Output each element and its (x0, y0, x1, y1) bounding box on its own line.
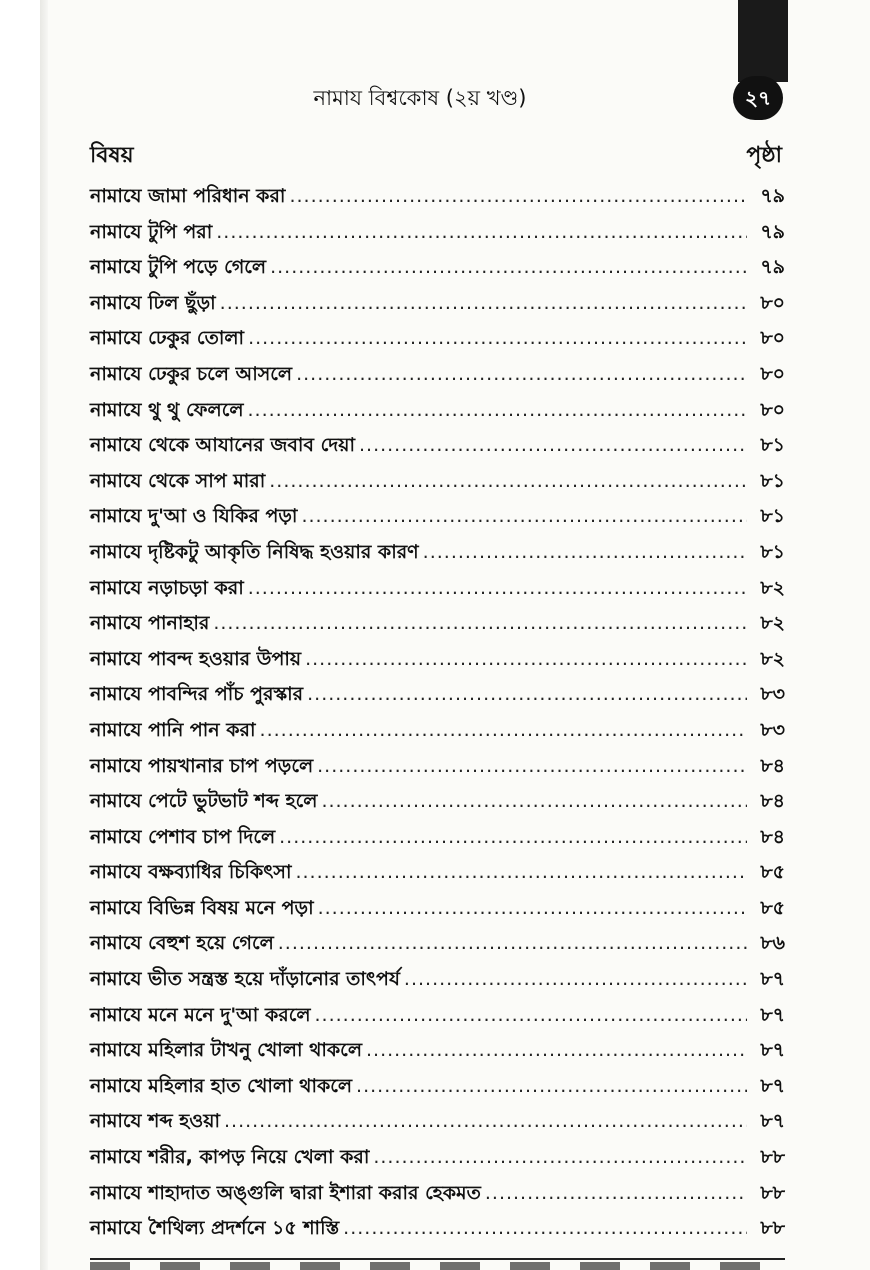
toc-entry (90, 286, 785, 322)
toc-entry-page: ৮০ (760, 327, 785, 350)
dot-leader (301, 499, 747, 535)
dot-leader (373, 1140, 747, 1176)
dot-leader (315, 998, 748, 1034)
dot-leader (305, 642, 747, 678)
toc-entry (90, 1069, 785, 1105)
toc-entry (90, 464, 785, 500)
toc-entry-title: নামাযে পাবন্দির পাঁচ পুরস্কার (90, 683, 304, 706)
toc-entry-page: ৮০ (760, 362, 785, 385)
toc-entry (90, 998, 785, 1034)
toc-entry-page: ৮২ (760, 647, 785, 670)
toc-entry-title: নামাযে শাহাদাত অঙ্গুলি দ্বারা ইশারা করার হেকমত (90, 1181, 481, 1204)
toc-entry-title: নামাযে থু থু ফেললে (90, 398, 244, 421)
dot-leader (279, 820, 747, 856)
toc-entry-page: ৮৮ (760, 1146, 785, 1169)
page-number-badge: ২৭ (733, 76, 783, 120)
toc-entry (90, 962, 785, 998)
toc-entry-title: নামাযে পানাহার (90, 612, 210, 635)
dot-leader (248, 321, 747, 357)
toc-entry (90, 926, 785, 962)
toc-entry-title: নামাযে নড়াচড়া করা (90, 576, 244, 599)
dot-leader (296, 357, 747, 393)
dot-leader (404, 962, 747, 998)
toc-entry-page: ৮৭ (760, 1110, 785, 1133)
footer-rule (90, 1258, 785, 1260)
toc-entry-page: ৮১ (760, 540, 785, 563)
toc-entry (90, 1176, 785, 1212)
next-page-bleed (90, 1262, 785, 1270)
toc-entry-title: নামাযে বক্ষব্যাধির চিকিৎসা (90, 861, 292, 884)
dot-leader (307, 677, 747, 713)
toc-entry-title: নামাযে মনে মনে দু'আ করলে (90, 1003, 311, 1026)
toc-entry (90, 357, 785, 393)
toc-entry-title: নামাযে জামা পরিধান করা (90, 185, 286, 207)
toc-entry (90, 428, 785, 464)
toc-entry (90, 179, 785, 215)
dot-leader (318, 891, 747, 927)
toc-entry-page: ৮৭ (760, 968, 785, 991)
toc-entry (90, 891, 785, 927)
toc-entry-title: নামাযে বেহুশ হয়ে গেলে (90, 932, 274, 955)
dot-leader (270, 250, 747, 286)
toc-entry-page: ৮৫ (760, 896, 785, 919)
toc-entry (90, 535, 785, 571)
toc-entry (90, 1140, 785, 1176)
toc-entry (90, 749, 785, 785)
toc-entry-page: ৭৯ (760, 185, 785, 207)
dot-leader (289, 179, 747, 215)
toc-entry (90, 642, 785, 678)
dot-leader (321, 784, 747, 820)
toc-entry-title: নামাযে ভীত সন্ত্রস্ত হয়ে দাঁড়ানোর তাৎপর্য (90, 968, 400, 991)
dot-leader (366, 1033, 747, 1069)
toc-entry-page: ৭৯ (760, 256, 785, 279)
dot-leader (248, 571, 747, 607)
toc-entry-page: ৮৬ (760, 932, 785, 955)
toc-entry (90, 677, 785, 713)
toc-entry-page: ৮৭ (760, 1074, 785, 1097)
dot-leader (317, 749, 747, 785)
toc-entry-page: ৮০ (760, 291, 785, 314)
toc-entry-page: ৮৮ (760, 1181, 785, 1204)
toc-entry-title: নামাযে দু'আ ও যিকির পড়া (90, 505, 298, 528)
dot-leader (278, 926, 747, 962)
toc-entry-title: নামাযে ঢেকুর চলে আসলে (90, 362, 293, 385)
toc-entry-page: ৮৫ (760, 861, 785, 884)
toc-entry-page: ৮৪ (760, 825, 785, 848)
toc-entry-title: নামাযে থেকে আযানের জবাব দেয়া (90, 434, 355, 457)
toc-entry-page: ৮২ (760, 576, 785, 599)
toc-entry-page: ৮২ (760, 612, 785, 635)
toc-entry (90, 820, 785, 856)
toc-entry-page: ৮৪ (760, 790, 785, 813)
toc-entry (90, 606, 785, 642)
dot-leader (216, 215, 747, 251)
thumb-index-tab (738, 0, 788, 82)
toc-entry-title: নামাযে পায়খানার চাপ পড়লে (90, 754, 314, 777)
toc-entry-page: ৮৪ (760, 754, 785, 777)
toc-entry-page: ৮১ (760, 469, 785, 492)
toc-entry-title: নামাযে শব্দ হওয়া (90, 1110, 220, 1133)
dot-leader (423, 535, 747, 571)
toc-entry-title: নামাযে ঢিল ছুঁড়া (90, 291, 216, 314)
toc-entry-title: নামাযে পেটে ভুটভাট শব্দ হলে (90, 790, 318, 813)
toc-entry-page: ৮৮ (760, 1217, 785, 1240)
toc-entry (90, 393, 785, 429)
toc-entry (90, 571, 785, 607)
dot-leader (224, 1104, 747, 1140)
dot-leader (260, 713, 747, 749)
toc-entry (90, 713, 785, 749)
toc-entry-title: নামাযে মহিলার হাত খোলা থাকলে (90, 1074, 353, 1097)
toc-entry (90, 1104, 785, 1140)
toc-entry-title: নামাযে ঢেকুর তোলা (90, 327, 245, 350)
toc-entry-page: ৮১ (760, 505, 785, 528)
toc-entry (90, 1033, 785, 1069)
toc-entry-page: ৮৭ (760, 1039, 785, 1062)
toc-entry-title: নামাযে পেশাব চাপ দিলে (90, 825, 276, 848)
dot-leader (269, 464, 747, 500)
toc-entry-title: নামাযে পানি পান করা (90, 718, 256, 741)
dot-leader (213, 606, 747, 642)
toc-entry (90, 499, 785, 535)
toc-entry (90, 250, 785, 286)
dot-leader (248, 393, 748, 429)
toc-entry-title: নামাযে শরীর, কাপড় নিয়ে খেলা করা (90, 1146, 370, 1169)
toc-entry (90, 1211, 785, 1247)
toc-entry-title: নামাযে মহিলার টাখনু খোলা থাকলে (90, 1039, 362, 1062)
toc-entry-title: নামাযে থেকে সাপ মারা (90, 469, 266, 492)
table-of-contents (90, 179, 785, 1247)
toc-entry-page: ৮৭ (760, 1003, 785, 1026)
dot-leader (359, 428, 747, 464)
toc-entry-page: ৮০ (760, 398, 785, 421)
toc-entry-page: ৮১ (760, 434, 785, 457)
toc-entry (90, 784, 785, 820)
toc-entry (90, 855, 785, 891)
toc-entry-title: নামাযে দৃষ্টিকটু আকৃতি নিষিদ্ধ হওয়ার কারণ (90, 540, 419, 563)
column-header-subject: বিষয় (90, 143, 134, 168)
column-header-page: পৃষ্ঠা (746, 143, 782, 168)
dot-leader (343, 1211, 747, 1247)
toc-entry-title: নামাযে বিভিন্ন বিষয় মনে পড়া (90, 896, 314, 919)
dot-leader (356, 1069, 747, 1105)
toc-entry-title: নামাযে পাবন্দ হওয়ার উপায় (90, 647, 302, 670)
toc-entry (90, 215, 785, 251)
toc-entry (90, 321, 785, 357)
toc-entry-page: ৮৩ (760, 683, 785, 706)
dot-leader (295, 855, 747, 891)
toc-entry-page: ৭৯ (760, 220, 785, 243)
toc-entry-page: ৮৩ (760, 718, 785, 741)
running-header-title: নামায বিশ্বকোষ (২য় খণ্ড) (313, 86, 527, 110)
toc-entry-title: নামাযে টুপি পড়ে গেলে (90, 256, 267, 279)
dot-leader (220, 286, 747, 322)
toc-entry-title: নামাযে শৈথিল্য প্রদর্শনে ১৫ শাস্তি (90, 1217, 340, 1240)
toc-entry-title: নামাযে টুপি পরা (90, 220, 213, 243)
dot-leader (485, 1176, 747, 1212)
